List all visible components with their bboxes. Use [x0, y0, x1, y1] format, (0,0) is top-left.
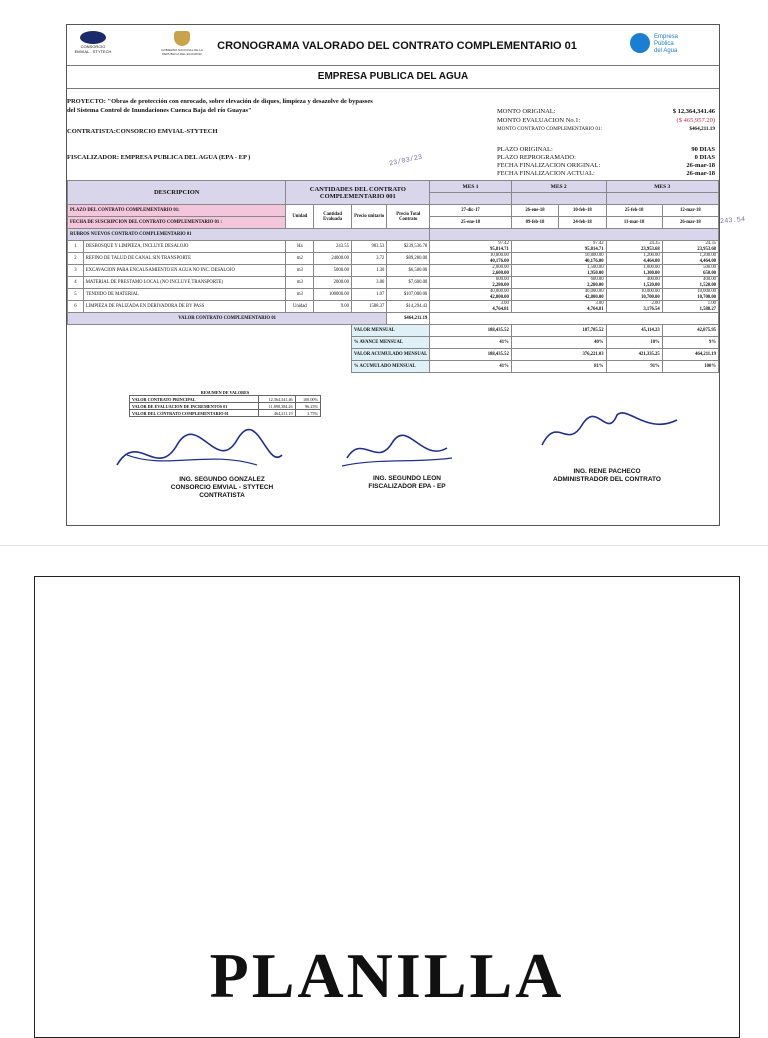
row-total: $14,294.43: [387, 301, 430, 313]
fecha-actual-label: FECHA FINALIZACION ACTUAL:: [497, 170, 595, 177]
resumen-value: 464,211.19: [258, 410, 295, 417]
row-description: REFINO DE TALUD DE CANAL SIN TRANSPORTE: [83, 253, 286, 265]
resumen-pct: 100.00%: [295, 396, 320, 403]
margin-handwritten-note: 243.54: [719, 215, 746, 227]
row-unit-price: 3.72: [351, 253, 386, 265]
row-mes2a-cell: 1,500.00 1,950.00: [511, 265, 606, 277]
summary-label: % AVANCE MENSUAL: [351, 337, 429, 349]
signer-org: CONSORCIO EMVIAL - STYTECH: [170, 484, 274, 491]
fecha-original-label: FECHA FINALIZACION ORIGINAL:: [497, 162, 601, 169]
row-mes3b-cell: 1.00 1,588.27: [662, 301, 718, 313]
row-mes3a-cell: 1,000.00 1,300.00: [606, 265, 662, 277]
col-cantidades: CANTIDADES DEL CONTRATO COMPLEMENTARIO 001: [286, 181, 430, 205]
valor-contrato-total: $464,211.19: [387, 313, 430, 325]
row-unit: m3: [286, 277, 314, 289]
summary-label: VALOR ACUMULADO MENSUAL: [351, 349, 429, 361]
signature-leon: [337, 428, 457, 473]
row-unit-price: 1.07: [351, 289, 386, 301]
row-total: $107,000.00: [387, 289, 430, 301]
resumen-value: 12,364,341.46: [258, 396, 295, 403]
date-top-1: 27-dic-17: [430, 205, 512, 217]
col-mes2: MES 2: [511, 181, 606, 193]
coat-of-arms-icon: [174, 31, 190, 46]
row-mes2a-cell: 40,000.00 42,800.00: [511, 289, 606, 301]
row-mes1-cell: 3.00 4,764.81: [430, 301, 512, 313]
monto-original-label: MONTO ORIGINAL:: [497, 108, 556, 115]
date-top-2: 26-ene-18: [511, 205, 558, 217]
handwritten-date-note: 23/03/23: [388, 153, 424, 169]
row-mes3b-cell: 400.00 1,520.00: [662, 277, 718, 289]
plazo-original-value: 90 DIAS: [691, 146, 715, 153]
ecuador-seal-logo: [157, 31, 207, 61]
valor-contrato-label: VALOR CONTRATO COMPLEMENTARIO 01: [68, 313, 387, 325]
deadlines-block: [497, 145, 715, 177]
row-mes3a-cell: 2.00 3,176.54: [606, 301, 662, 313]
row-quantity: 243.55: [314, 241, 352, 253]
agency-band: EMPRESA PUBLICA DEL AGUA: [67, 65, 719, 89]
summary-mes3a: 91%: [606, 361, 662, 373]
emvial-logo-text: CONSORCIO EMVIAL - STYTECH: [74, 44, 112, 54]
row-mes3a-cell: 24.35 23,953.68: [606, 241, 662, 253]
row-mes2a-cell: 3.00 4,764.81: [511, 301, 606, 313]
signer-name: ING. RENE PACHECO: [573, 468, 641, 475]
row-mes3a-cell: 1,200.00 4,464.00: [606, 253, 662, 265]
project-text-2: del Sistema Control de Inundaciones Cuenca Baja del río Guayas": [67, 107, 252, 114]
signature-block-administrador: [522, 468, 692, 484]
summary-mes3b: 42,875.95: [662, 325, 718, 337]
row-mes3b-cell: 1,200.00 4,464.00: [662, 253, 718, 265]
row-quantity: 9.00: [314, 301, 352, 313]
summary-mes3a: 10%: [606, 337, 662, 349]
project-label: PROYECTO:: [67, 98, 106, 105]
col-descripcion: DESCRIPCION: [68, 181, 286, 205]
summary-mes3b: 9%: [662, 337, 718, 349]
row-mes3a-cell: 10,000.00 10,700.00: [606, 289, 662, 301]
row-quantity: 2000.00: [314, 277, 352, 289]
row-quantity: 100000.00: [314, 289, 352, 301]
resumen-table: [129, 389, 321, 417]
row-description: DESBOSQUE Y LIMPIEZA, INCLUYE DESALOJO: [83, 241, 286, 253]
fecha-suscripcion-label: FECHA DE SUSCRIPCION DEL CONTRATO COMPLEMENTARIO 01 :: [68, 217, 286, 229]
date-bot-4: 11-mar-18: [606, 217, 662, 229]
col-cantidad: Cantidad Evaluada: [314, 205, 352, 229]
row-mes3b-cell: 10,000.00 10,700.00: [662, 289, 718, 301]
emvial-logo-mark: [80, 31, 106, 44]
summary-mes3b: 100%: [662, 361, 718, 373]
water-drop-icon: [630, 33, 650, 53]
row-description: EXCAVACION PARA ENCAUSAMIENTO EN AGUA NO INC. DESALOJO: [83, 265, 286, 277]
summary-mes2: 81%: [511, 361, 606, 373]
row-number: 4: [68, 277, 84, 289]
summary-label: % ACUMULADO MENSUAL: [351, 361, 429, 373]
row-number: 2: [68, 253, 84, 265]
epa-logo-line3: del Agua: [654, 48, 678, 54]
plazo-reprogramado-label: PLAZO REPROGRAMADO:: [497, 154, 576, 161]
signer-org: FISCALIZADOR EPA - EP: [368, 483, 446, 490]
monto-evaluacion-value: ($ 465,957.20): [676, 117, 715, 124]
row-mes3b-cell: 24.35 23,953.68: [662, 241, 718, 253]
row-description: TENDIDO DE MATERIAL: [83, 289, 286, 301]
summary-label: VALOR MENSUAL: [351, 325, 429, 337]
row-total: $89,280.00: [387, 253, 430, 265]
row-total: $239,536.78: [387, 241, 430, 253]
row-mes2a-cell: 97.42 95,814.71: [511, 241, 606, 253]
contratista: CONTRATISTA:CONSORCIO EMVIAL-STYTECH: [67, 128, 218, 135]
resumen-label: VALOR CONTRATO PRINCIPAL: [130, 396, 259, 403]
cover-page: [34, 576, 740, 1038]
signature-pacheco: [537, 405, 687, 460]
date-top-4: 25-feb-18: [606, 205, 662, 217]
date-bot-1: 25-ene-18: [430, 217, 512, 229]
epa-logo: [630, 31, 710, 57]
schedule-table: [67, 180, 719, 373]
row-number: 3: [68, 265, 84, 277]
col-mes1: MES 1: [430, 181, 512, 193]
row-mes1-cell: 40,000.00 42,800.00: [430, 289, 512, 301]
summary-mes3a: 421,335.25: [606, 349, 662, 361]
row-quantity: 24000.00: [314, 253, 352, 265]
summary-mes2: 187,785.52: [511, 325, 606, 337]
rubros-heading: RUBROS NUEVOS CONTRATO COMPLEMENTARIO 01: [68, 229, 430, 241]
col-precio: Precio unitario: [351, 205, 386, 229]
row-mes2a-cell: 600.00 2,280.00: [511, 277, 606, 289]
row-mes3b-cell: 500.00 650.00: [662, 265, 718, 277]
monto-complementario-value: $464,211.19: [689, 126, 715, 132]
signature-block-contratista: [127, 476, 317, 500]
government-logo-text: GOBIERNO NACIONAL DE LA REPUBLICA DEL ECUADOR: [161, 48, 203, 56]
col-mes3: MES 3: [606, 181, 718, 193]
resumen-value: 11,898,384.26: [258, 403, 295, 410]
signature-block-fiscalizador: [337, 475, 477, 491]
row-number: 1: [68, 241, 84, 253]
summary-mes1: 188,435.52: [430, 325, 512, 337]
summary-mes1: 41%: [430, 361, 512, 373]
row-mes1-cell: 97.42 95,814.71: [430, 241, 512, 253]
row-unit-price: 1588.37: [351, 301, 386, 313]
row-unit: m3: [286, 289, 314, 301]
emvial-logo: [73, 31, 113, 61]
row-total: $7,600.00: [387, 277, 430, 289]
row-unit-price: 983.53: [351, 241, 386, 253]
plazo-contrato-label: PLAZO DEL CONTRATO COMPLEMENTARIO 01:: [68, 205, 286, 217]
epa-logo-line2: Pública: [654, 41, 674, 47]
row-mes1-cell: 10,800.00 40,176.00: [430, 253, 512, 265]
date-top-3: 10-feb-18: [559, 205, 606, 217]
resumen-title: RESUMEN DE VALORES: [130, 389, 321, 396]
project-text-1: "Obras de protección con enrocado, sobre elevación de diques, limpieza y desazolve de bypasses: [107, 98, 373, 105]
row-mes2a-cell: 10,800.00 40,176.00: [511, 253, 606, 265]
project-block: [67, 97, 467, 115]
row-mes1-cell: 2,000.00 2,600.00: [430, 265, 512, 277]
resumen-pct: 3.75%: [295, 410, 320, 417]
date-bot-3: 24-feb-18: [559, 217, 606, 229]
row-total: $6,500.00: [387, 265, 430, 277]
summary-mes2: 40%: [511, 337, 606, 349]
row-number: 6: [68, 301, 84, 313]
cover-title: PLANILLA: [209, 940, 565, 1011]
row-unit: m2: [286, 253, 314, 265]
row-unit: Ha: [286, 241, 314, 253]
row-unit: m3: [286, 265, 314, 277]
fecha-original-value: 26-mar-18: [686, 162, 715, 169]
signer-name: ING. SEGUNDO GONZALEZ: [179, 476, 265, 483]
schedule-sheet: [66, 24, 720, 526]
row-unit: Unidad: [286, 301, 314, 313]
sheet-header: [67, 25, 719, 65]
summary-mes2: 376,221.03: [511, 349, 606, 361]
monto-evaluacion-label: MONTO EVALUACION No.1:: [497, 117, 581, 124]
monto-original-value: $ 12,364,341.46: [672, 108, 715, 115]
col-total: Precio Total Contrato: [387, 205, 430, 229]
resumen-label: VALOR DE EVALUACION DE INCREMENTOS 01: [130, 403, 259, 410]
col-unidad: Unidad: [286, 205, 314, 229]
fiscalizador: FISCALIZADOR: EMPRESA PUBLICA DEL AGUA (EPA - EP ): [67, 154, 251, 161]
signer-org: ADMINISTRADOR DEL CONTRATO: [553, 476, 661, 483]
summary-mes1: 41%: [430, 337, 512, 349]
document-title: CRONOGRAMA VALORADO DEL CONTRATO COMPLEMENTARIO 01: [217, 40, 577, 52]
signer-name: ING. SEGUNDO LEON: [373, 475, 441, 482]
summary-mes3a: 45,114.23: [606, 325, 662, 337]
amounts-block: [497, 107, 715, 134]
row-description: MATERIAL DE PRESTAMO LOCAL (NO INCLUYE TRANSPORTE): [83, 277, 286, 289]
fecha-actual-value: 26-mar-18: [686, 170, 715, 177]
plazo-original-label: PLAZO ORIGINAL:: [497, 146, 553, 153]
signer-role: CONTRATISTA: [199, 492, 245, 499]
row-unit-price: 1.30: [351, 265, 386, 277]
row-number: 5: [68, 289, 84, 301]
summary-mes1: 188,435.52: [430, 349, 512, 361]
row-mes1-cell: 600.00 2,280.00: [430, 277, 512, 289]
page-separator: [0, 545, 768, 546]
resumen-pct: 96.23%: [295, 403, 320, 410]
row-mes3a-cell: 400.00 1,520.00: [606, 277, 662, 289]
date-top-5: 12-mar-18: [662, 205, 718, 217]
date-bot-5: 26-mar-18: [662, 217, 718, 229]
row-unit-price: 3.80: [351, 277, 386, 289]
resumen-label: VALOR DEL CONTRATO COMPLEMENTARIO 01: [130, 410, 259, 417]
plazo-reprogramado-value: 0 DIAS: [694, 154, 715, 161]
row-description: LIMPIEZA DE PALIZADA EN DERIVADORA DE BY PASS: [83, 301, 286, 313]
monto-complementario-label: MONTO CONTRATO COMPLEMENTARIO 01:: [497, 126, 603, 132]
epa-logo-line1: Empresa: [654, 34, 679, 40]
summary-mes3b: 464,211.19: [662, 349, 718, 361]
date-bot-2: 09-feb-18: [511, 217, 558, 229]
row-quantity: 5000.00: [314, 265, 352, 277]
